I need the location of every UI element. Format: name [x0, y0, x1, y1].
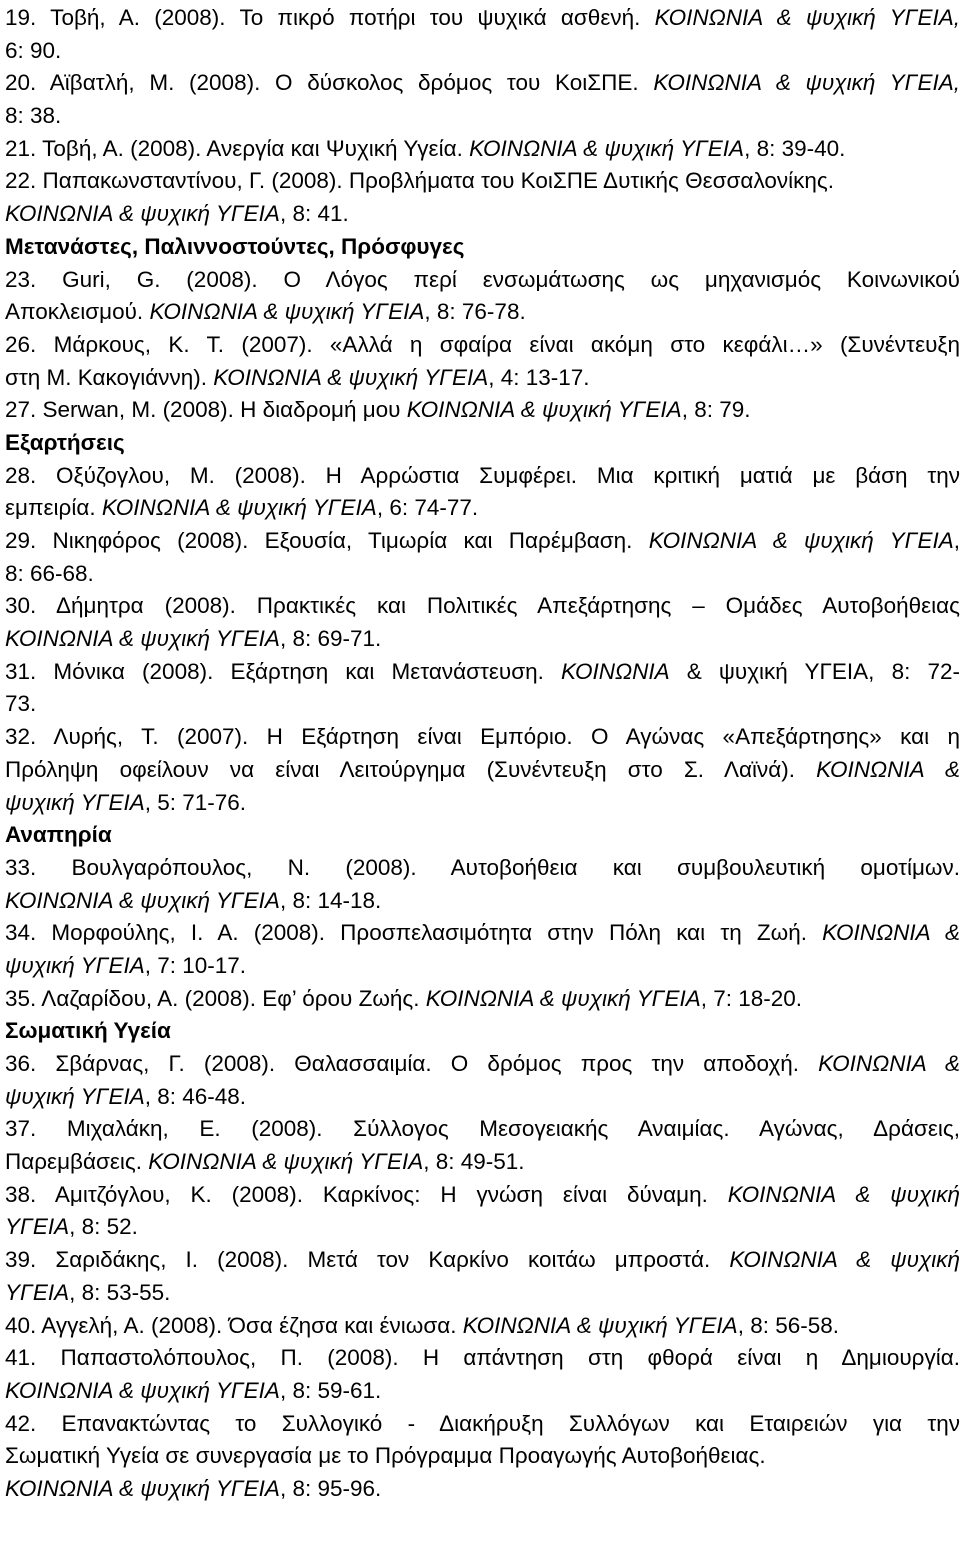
reference-text: , 8: 53-55. [69, 1279, 171, 1305]
reference-text: 8: 38. [5, 103, 62, 129]
reference-line [5, 329, 960, 362]
reference-text: 35. Λαζαρίδου, Α. (2008). Εφ’ όρου Ζωής. [5, 985, 426, 1011]
reference-text: , 8: 69-71. [279, 626, 382, 652]
journal-title: ΚΟΙΝΩΝΙΑ & ψυχική ΥΓΕΙΑ [101, 495, 377, 521]
reference-line [5, 1081, 960, 1114]
journal-title: ΚΟΙΝΩΝΙΑ & ψυχική ΥΓΕΙΑ [406, 397, 682, 423]
reference-text: , 6: 74-77. [376, 495, 479, 521]
reference-text: , 4: 13-17. [488, 364, 590, 390]
journal-title: ΚΟΙΝΩΝΙΑ & ψυχική ΥΓΕΙΑ [425, 985, 701, 1011]
reference-text: , 8: 79. [681, 397, 751, 423]
reference-text: , 8: 41. [279, 201, 349, 227]
reference-line [5, 525, 960, 558]
reference-line [5, 950, 960, 983]
journal-title: ΚΟΙΝΩΝΙΑ & ψυχική [727, 1181, 960, 1207]
journal-title: ΚΟΙΝΩΝΙΑ & ψυχική ΥΓΕΙΑ [5, 201, 280, 227]
reference-text: , 8: 49-51. [423, 1149, 525, 1175]
reference-text: 21. Τοβή, Α. (2008). Ανεργία και Ψυχική Υγεία. [5, 135, 470, 161]
reference-text: 20. Αϊβατλή, Μ. (2008). Ο δύσκολος δρόμος του ΚοιΣΠΕ. [5, 70, 654, 96]
reference-text: , 8: 39-40. [744, 135, 846, 161]
journal-title: ΚΟΙΝΩΝΙΑ & ψυχική ΥΓΕΙΑ [5, 1475, 280, 1501]
reference-text: , [953, 528, 960, 553]
journal-title: ΚΟΙΝΩΝΙΑ & [818, 1051, 960, 1076]
journal-title: ΚΟΙΝΩΝΙΑ & ψυχική ΥΓΕΙΑ [462, 1312, 738, 1338]
journal-title: ΚΟΙΝΩΝΙΑ & ψυχική ΥΓΕΙΑ [5, 887, 280, 913]
reference-line [5, 852, 960, 885]
journal-title: ΚΟΙΝΩΝΙΑ & ψυχική ΥΓΕΙΑ [213, 364, 489, 390]
journal-title: ψυχική ΥΓΕΙΑ [5, 789, 145, 815]
reference-line [5, 1113, 960, 1146]
reference-line [5, 67, 960, 100]
journal-title: ΚΟΙΝΩΝΙΑ [561, 658, 670, 684]
reference-line [5, 754, 960, 787]
reference-text: Παρεμβάσεις. [5, 1149, 149, 1175]
reference-line [5, 1146, 960, 1179]
journal-title: ΚΟΙΝΩΝΙΑ & ψυχική ΥΓΕΙΑ [5, 626, 280, 652]
reference-line [5, 623, 960, 656]
reference-line [5, 264, 960, 297]
reference-line [5, 296, 960, 329]
reference-line [5, 165, 960, 198]
reference-text: 19. Τοβή, Α. (2008). Το πικρό ποτήρι του ψυχικά ασθενή. [5, 5, 655, 30]
reference-text: , 8: 14-18. [279, 887, 382, 913]
journal-title: ΚΟΙΝΩΝΙΑ & ψυχική ΥΓΕΙΑ [5, 1377, 280, 1403]
reference-text: Εξαρτήσεις [5, 429, 125, 455]
reference-text: & ψυχική ΥΓΕΙΑ, 8: 72- [669, 658, 960, 684]
reference-text: 26. Μάρκους, Κ. Τ. (2007). «Αλλά η σφαίρα είναι ακόμη στο κεφάλι…» (Συνέντευξη [5, 331, 960, 357]
reference-text: 28. Οξύζογλου, Μ. (2008). Η Αρρώστια Συμφέρει. Μια κριτική ματιά με βάση την [5, 462, 960, 488]
reference-text: , 8: 95-96. [279, 1475, 382, 1501]
reference-text: 40. Αγγελή, Α. (2008). Όσα έζησα και ένιωσα. [5, 1312, 463, 1338]
reference-text: 32. Λυρής, Τ. (2007). Η Εξάρτηση είναι Εμπόριο. Ο Αγώνας «Απεξάρτησης» και η [5, 724, 960, 750]
journal-title: ΚΟΙΝΩΝΙΑ & [816, 756, 960, 782]
reference-line [5, 198, 960, 231]
reference-text: Σωματική Υγεία σε συνεργασία με το Πρόγραμμα Προαγωγής Αυτοβοήθειας. [5, 1443, 766, 1469]
reference-text: 42. Επανακτώντας το Συλλογικό - Διακήρυξη Συλλόγων και Εταιρειών για την [5, 1410, 960, 1436]
reference-text: 39. Σαριδάκης, Ι. (2008). Μετά τον Καρκίνο κοιτάω μπροστά. [5, 1247, 730, 1273]
journal-title: ψυχική ΥΓΕΙΑ [5, 952, 145, 978]
reference-text: , 8: 52. [69, 1214, 138, 1240]
reference-text: 36. Σβάρνας, Γ. (2008). Θαλασσαιμία. Ο δρόμος προς την αποδοχή. [5, 1051, 819, 1076]
reference-text: , 7: 18-20. [700, 985, 803, 1011]
reference-text: , 5: 71-76. [144, 789, 247, 815]
reference-text: Αναπηρία [5, 822, 112, 848]
reference-line [5, 362, 960, 395]
reference-text: , 8: 46-48. [144, 1083, 247, 1109]
reference-line [5, 394, 960, 427]
reference-text: στη Μ. Κακογιάννη). [5, 364, 214, 390]
journal-title: ΚΟΙΝΩΝΙΑ & ψυχική [729, 1247, 960, 1273]
journal-title: ψυχική ΥΓΕΙΑ [5, 1083, 145, 1109]
reference-line [5, 721, 960, 754]
reference-text: Πρόληψη οφείλουν να είναι Λειτούργημα (Συνέντευξη στο Σ. Λαϊνά). [5, 756, 817, 782]
reference-line [5, 787, 960, 820]
reference-line [5, 492, 960, 525]
reference-text: 30. Δήμητρα (2008). Πρακτικές και Πολιτικές Απεξάρτησης – Ομάδες Αυτοβοήθειας [5, 593, 960, 619]
reference-text: 73. [5, 691, 37, 717]
reference-line [5, 1211, 960, 1244]
reference-line [5, 100, 960, 133]
reference-line [5, 2, 960, 35]
reference-line [5, 133, 960, 166]
reference-text: 29. Νικηφόρος (2008). Εξουσία, Τιμωρία και Παρέμβαση. [5, 528, 649, 553]
reference-text: 41. Παπαστολόπουλος, Π. (2008). Η απάντηση στη φθορά είναι η Δημιουργία. [5, 1345, 960, 1371]
reference-line [5, 885, 960, 918]
reference-line [5, 1179, 960, 1212]
reference-line [5, 1342, 960, 1375]
reference-text: , 8: 76-78. [424, 299, 526, 325]
reference-text: 8: 66-68. [5, 560, 94, 586]
reference-line [5, 1440, 960, 1473]
section-heading [5, 1015, 960, 1048]
reference-text: 22. Παπακωνσταντίνου, Γ. (2008). Προβλήματα του ΚοιΣΠΕ Δυτικής Θεσσαλονίκης. [5, 168, 834, 194]
reference-text: 34. Μορφούλης, Ι. Α. (2008). Προσπελασιμότητα στην Πόλη και τη Ζωή. [5, 920, 823, 946]
section-heading [5, 427, 960, 460]
reference-line [5, 1244, 960, 1277]
reference-line [5, 983, 960, 1016]
reference-text: εμπειρία. [5, 495, 102, 521]
reference-text: , 7: 10-17. [144, 952, 247, 978]
reference-text: 27. Serwan, M. (2008). Η διαδρομή μου [5, 397, 407, 423]
reference-line [5, 35, 960, 68]
reference-text: 31. Μόνικα (2008). Εξάρτηση και Μετανάστευση. [5, 658, 562, 684]
journal-title: ΚΟΙΝΩΝΙΑ & [822, 920, 960, 946]
reference-line [5, 688, 960, 721]
section-heading [5, 819, 960, 852]
reference-line [5, 656, 960, 689]
reference-line [5, 1408, 960, 1441]
reference-line [5, 1375, 960, 1408]
reference-text: , 8: 59-61. [279, 1377, 382, 1403]
reference-line [5, 558, 960, 591]
journal-title: ΚΟΙΝΩΝΙΑ & ψυχική ΥΓΕΙΑ, [653, 70, 960, 96]
reference-line [5, 1473, 960, 1506]
journal-title: ΥΓΕΙΑ [5, 1279, 70, 1305]
reference-line [5, 1277, 960, 1310]
reference-text: 37. Μιχαλάκη, Ε. (2008). Σύλλογος Μεσογειακής Αναιμίας. Αγώνας, Δράσεις, [5, 1116, 960, 1142]
section-heading [5, 231, 960, 264]
journal-title: ΚΟΙΝΩΝΙΑ & ψυχική ΥΓΕΙΑ [149, 299, 425, 325]
journal-title: ΚΟΙΝΩΝΙΑ & ψυχική ΥΓΕΙΑ, [654, 5, 960, 30]
reference-text: 33. Βουλγαρόπουλος, Ν. (2008). Αυτοβοήθεια και συμβουλευτική ομοτίμων. [5, 854, 960, 880]
reference-line [5, 1048, 960, 1081]
reference-line [5, 917, 960, 950]
reference-text: 6: 90. [5, 37, 62, 63]
reference-list [5, 2, 960, 1506]
journal-title: ΚΟΙΝΩΝΙΑ & ψυχική ΥΓΕΙΑ [148, 1149, 424, 1175]
reference-line [5, 460, 960, 493]
reference-line [5, 1310, 960, 1343]
reference-text: Σωματική Υγεία [5, 1018, 171, 1044]
reference-line [5, 590, 960, 623]
reference-text: , 8: 56-58. [737, 1312, 840, 1338]
journal-title: ΚΟΙΝΩΝΙΑ & ψυχική ΥΓΕΙΑ [648, 528, 954, 553]
journal-title: ΥΓΕΙΑ [5, 1214, 70, 1240]
reference-text: Αποκλεισμού. [5, 299, 150, 325]
reference-text: Μετανάστες, Παλιννοστούντες, Πρόσφυγες [5, 233, 465, 259]
journal-title: ΚΟΙΝΩΝΙΑ & ψυχική ΥΓΕΙΑ [469, 135, 745, 161]
reference-text: 38. Αμιτζόγλου, Κ. (2008). Καρκίνος: Η γνώση είναι δύναμη. [5, 1181, 728, 1207]
reference-text: 23. Guri, G. (2008). Ο Λόγος περί ενσωμάτωσης ως μηχανισμός Κοινωνικού [5, 266, 960, 292]
